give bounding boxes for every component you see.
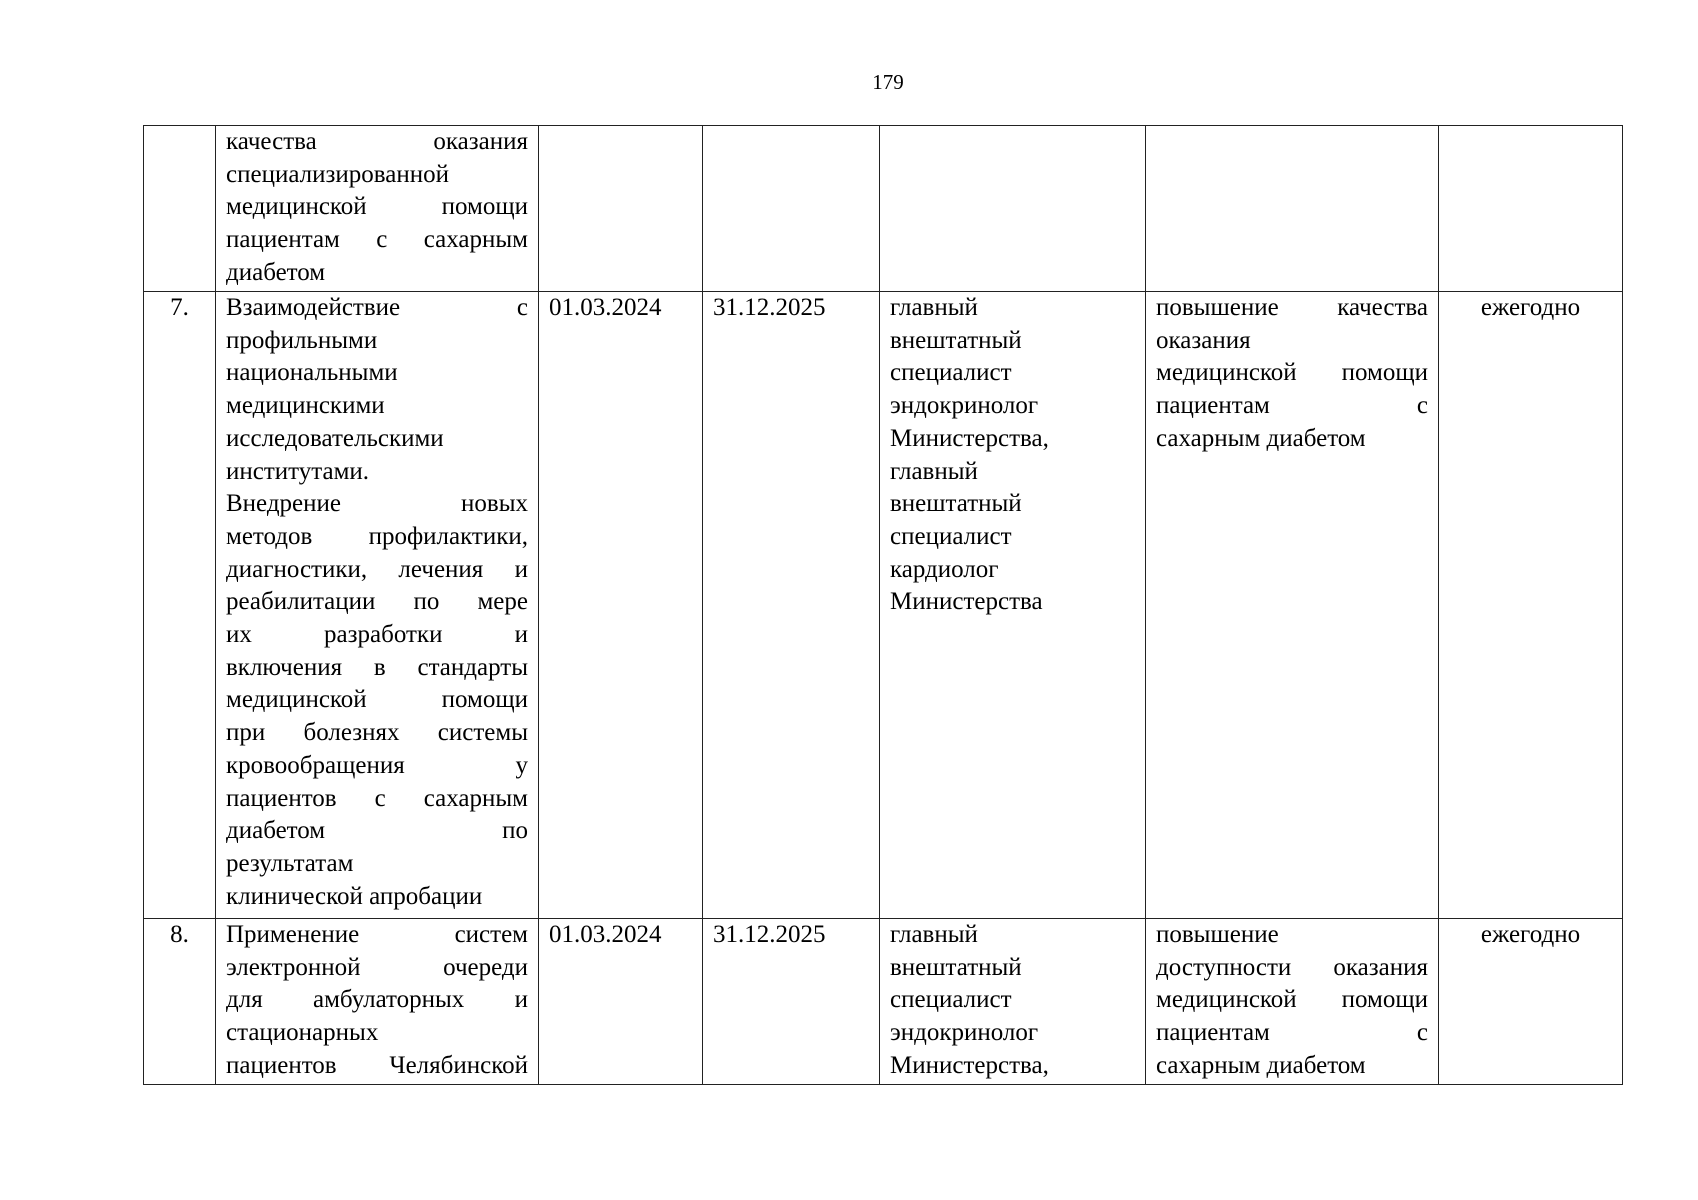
responsible-line: специалист <box>890 986 1012 1014</box>
activity-description-line: Применение систем <box>226 921 528 948</box>
responsible-line: специалист <box>890 359 1012 387</box>
responsible-cell <box>880 126 1146 292</box>
responsible-cell <box>880 292 1146 919</box>
start-date-cell <box>539 919 703 1085</box>
start-date-cell <box>539 292 703 919</box>
activity-description-line: качества оказания <box>226 128 528 155</box>
responsible-line: эндокринолог <box>890 392 1039 420</box>
expected-result-line: медицинской помощи <box>1156 986 1428 1014</box>
activity-description-line: пациентов с сахарным <box>226 784 528 812</box>
activity-description-line: пациентам с сахарным <box>226 226 528 254</box>
row-number: 8. <box>170 921 189 948</box>
expected-result-cell <box>1146 292 1439 919</box>
row-number-cell <box>144 919 216 1085</box>
activity-description-line: исследовательскими <box>226 424 444 452</box>
activity-description-line: их разработки и <box>226 621 528 649</box>
expected-result-line: оказания <box>1156 326 1251 354</box>
activity-description-line: реабилитации по мере <box>226 588 528 616</box>
responsible-line: главный <box>890 457 978 485</box>
expected-result-line: повышение качества <box>1156 294 1428 321</box>
activity-description-cell <box>216 126 539 292</box>
responsible-line: специалист <box>890 522 1012 550</box>
activity-description-line: диабетом по <box>226 817 528 845</box>
report-frequency: ежегодно <box>1480 921 1581 948</box>
activity-description-line: специализированной <box>226 160 449 188</box>
responsible-line: внештатный <box>890 953 1022 981</box>
end-date: 31.12.2025 <box>713 921 826 948</box>
start-date: 01.03.2024 <box>549 921 662 948</box>
table-row <box>144 919 1623 1085</box>
end-date-cell <box>703 126 880 292</box>
activity-description-line: электронной очереди <box>226 953 528 981</box>
end-date-cell <box>703 919 880 1085</box>
activity-description-line: профильными <box>226 326 378 354</box>
activity-description-line: Взаимодействие с <box>226 294 528 321</box>
activity-description-line: медицинскими <box>226 392 385 420</box>
activity-description-line: медицинской помощи <box>226 193 528 221</box>
row-number-cell <box>144 292 216 919</box>
expected-result-line: пациентам с <box>1156 1019 1428 1047</box>
expected-result-cell <box>1146 919 1439 1085</box>
activity-description-line: диабетом <box>226 258 326 286</box>
responsible-line: Министерства <box>890 588 1043 616</box>
activity-plan-table <box>143 125 1623 1085</box>
activity-description-line: национальными <box>226 359 398 387</box>
responsible-line: кардиолог <box>890 555 999 583</box>
activity-description-cell <box>216 292 539 919</box>
activity-description-line: включения в стандарты <box>226 653 528 681</box>
frequency-cell <box>1439 919 1623 1085</box>
responsible-line: внештатный <box>890 326 1022 354</box>
page-number: 179 <box>872 70 904 94</box>
row-number-cell <box>144 126 216 292</box>
expected-result-line: доступности оказания <box>1156 953 1428 981</box>
activity-description-line: диагностики, лечения и <box>226 555 528 583</box>
activity-description-line: стационарных <box>226 1019 379 1047</box>
responsible-line: эндокринолог <box>890 1019 1039 1047</box>
expected-result-line: медицинской помощи <box>1156 359 1428 387</box>
activity-description-line: медицинской помощи <box>226 686 528 714</box>
expected-result-cell <box>1146 126 1439 292</box>
responsible-line: главный <box>890 294 978 321</box>
end-date-cell <box>703 292 880 919</box>
row-number: 7. <box>170 294 189 321</box>
expected-result-line: сахарным диабетом <box>1156 424 1366 452</box>
activity-description-line: кровообращения у <box>226 751 528 779</box>
expected-result-line: сахарным диабетом <box>1156 1051 1366 1079</box>
activity-description-line: Внедрение новых <box>226 490 528 518</box>
report-frequency: ежегодно <box>1480 294 1581 321</box>
activity-description-line: методов профилактики, <box>226 522 528 550</box>
activity-description-line: институтами. <box>226 457 370 485</box>
responsible-line: Министерства, <box>890 424 1049 452</box>
expected-result-line: повышение <box>1156 921 1279 948</box>
frequency-cell <box>1439 126 1623 292</box>
activity-description-line: при болезнях системы <box>226 719 528 747</box>
responsible-cell <box>880 919 1146 1085</box>
activity-description-line: клинической апробации <box>226 882 483 910</box>
activity-description-line: пациентов Челябинской <box>226 1051 528 1079</box>
activity-description-cell <box>216 919 539 1085</box>
frequency-cell <box>1439 292 1623 919</box>
responsible-line: Министерства, <box>890 1051 1049 1079</box>
responsible-line: внештатный <box>890 490 1022 518</box>
end-date: 31.12.2025 <box>713 294 826 321</box>
start-date: 01.03.2024 <box>549 294 662 321</box>
activity-description-line: результатам <box>226 849 354 877</box>
table-row <box>144 292 1623 919</box>
start-date-cell <box>539 126 703 292</box>
responsible-line: главный <box>890 921 978 948</box>
expected-result-line: пациентам с <box>1156 392 1428 420</box>
activity-description-line: для амбулаторных и <box>226 986 528 1014</box>
table-row <box>144 126 1623 292</box>
